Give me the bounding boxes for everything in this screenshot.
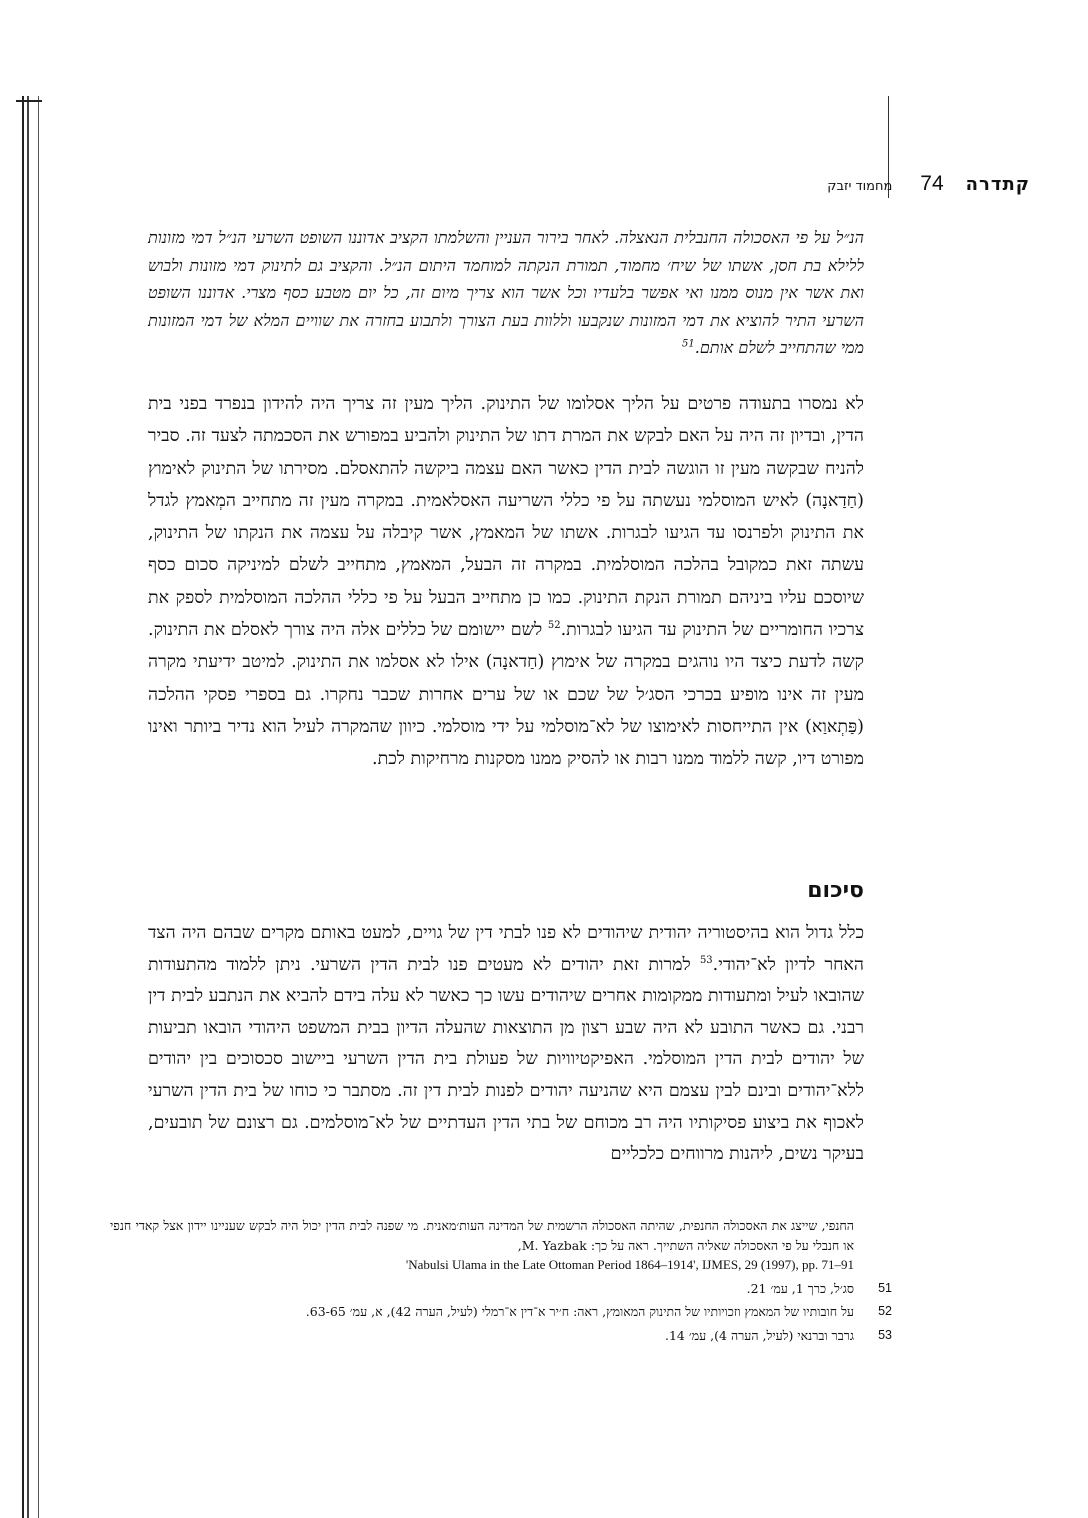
- paragraph-summary: [148, 918, 864, 1171]
- footnote-number: 53: [878, 1327, 892, 1342]
- footnote-ref-53: 53: [699, 954, 713, 966]
- quoted-document: [148, 224, 864, 362]
- paragraph-text: כלל גדול הוא בהיסטוריה יהודית שיהודים לא פנו לבתי דין של גויים, למעט באותם מקרים שבהם היה הצד האחר לדיון לא־יהודי.: [148, 923, 864, 975]
- footnote-continuation: החנפי, שייצג את האסכולה החנפית, שהיתה האסכולה הרשמית של המדינה העות׳מאנית. מי שפנה לבית הדין יכול היה לבקש שעניינו יידון אצל קאדי חנפי או חנבלי על פי האסכולה שאליה השתייך. ראה על כך: M. Yazbak,: [110, 1218, 854, 1253]
- journal-title: קתדרה: [965, 174, 1030, 195]
- footnotes: [110, 1216, 892, 1345]
- paragraph-text: למרות זאת יהודים לא מעטים פנו לבית הדין השרעי. ניתן ללמוד מהתעודות שהובאו לעיל ומתעודות ממקומות אחרים שיהודים עשו כך כאשר לא עלה בידם להביא את הנתבע לבית דין רבני. גם כאשר התובע לא היה שבע רצון מן התוצאות שהעלה הדיון בבית המשפט היהודי הובאו תביעות של יהודים לבית הדין המוסלמי. האפיקטיוויות של פעולת בית הדין השרעי ביישוב סכסוכים בין יהודים ללא־יהודים ובינם לבין עצמם היא שהניעה יהודים לפנות לבית דין זה. מסתבר כי כוחו של בית הדין השרעי לאכוף את ביצוע פסיקותיו היה רב מכוחם של בתי הדין העדתיים של לא־מוסלמים. גם רצונם של תובעים, בעיקר נשים, ליהנות מרווחים כלכליים: [148, 954, 864, 1165]
- footnote-text: סג׳ל, כרך 1, עמ׳ 21.: [746, 1280, 854, 1296]
- page-number: 74: [920, 172, 944, 195]
- paragraph-adoption: [148, 388, 864, 776]
- section-heading: סיכום: [807, 878, 864, 903]
- footnote-ref-51: 51: [682, 338, 695, 350]
- book-spine-edge: [22, 96, 39, 1518]
- footnote-text: גרבר וברנאי (לעיל, הערה 4), עמ׳ 14.: [664, 1327, 854, 1343]
- footnote-citation-english: 'Nabulsi Ulama in the Late Ottoman Period 1864–1914', IJMES, 29 (1997), pp. 71–91: [405, 1257, 854, 1272]
- footnote-item: [110, 1326, 892, 1346]
- footnote-item: [110, 1279, 892, 1299]
- footnote-text: על חובותיו של המאמץ וזכויותיו של התינוק המאומץ, ראה: ח׳יר א־דין א־רמלי (לעיל, הערה 42), א, עמ׳ 63-65.: [305, 1304, 854, 1319]
- footnote-number: 51: [878, 1280, 892, 1295]
- footnote-ref-52: 52: [547, 620, 561, 632]
- footnote-number: 52: [878, 1304, 892, 1318]
- running-header: [827, 172, 1030, 196]
- paragraph-text: לא נמסרו בתעודה פרטים על הליך אסלומו של התינוק. הליך מעין זה צריך היה להידון בנפרד בפני בית הדין, ובדיון זה היה על האם לבקש את המרת דתו של התינוק ולהביע במפורש את הסכמתה לצעד זה. סביר להניח שבקשה מעין זו הוגשה לבית הדין כאשר האם עצמה ביקשה להתאסלם. מסירתו של התינוק לאימוץ (חַדַאנָה) לאיש המוסלמי נעשתה על פי כללי השריעה האסלאמית. במקרה מעין זה מתחייב המְאמץ לגדל את התינוק ולפרנסו עד הגיעו לבגרות. אשתו של המאמץ, אשר קיבלה על עצמה את הנקתו של התינוק, עשתה זאת כמקובל בהלכה המוסלמית. במקרה זה הבעל, המאמץ, מתחייב לשלם למיניקה סכום כסף שיוסכם עליו ביניהם תמורת הנקת התינוק. כמו כן מתחייב הבעל על פי כללי ההלכה המוסלמית לספק את צרכיו החומריים של התינוק עד הגיעו לבגרות.: [148, 394, 864, 641]
- paragraph-text: לשם יישומם של כללים אלה היה צורך לאסלם את התינוק. קשה לדעת כיצד היו נוהגים במקרה של אימוץ (חַדאנָה) אילו לא אסלמו את התינוק. למיטב ידיעתי מקרה מעין זה אינו מופיע בכרכי הסג׳ל של שכם או של ערים אחרות שכבר נחקרו. גם בספרי פסקי ההלכה (פַּתְאוַא) אין התייחסות לאימוצו של לא־מוסלמי על ידי מוסלמי. כיוון שהמקרה לעיל הוא נדיר ביותר ואינו מפורט דיו, קשה ללמוד ממנו רבות או להסיק ממנו מסקנות מרחיקות לכת.: [148, 620, 864, 770]
- author-name: מחמוד יזבק: [827, 179, 893, 194]
- quote-text: הנ״ל על פי האסכולה החנבלית הנאצלה. לאחר בירור העניין והשלמתו הקציב אדוננו השופט השרעי הנ״ל דמי מזונות ללילא בת חסן, אשתו של שיח׳ מחמוד, תמורת הנקתה למוחמד היתום הנ״ל. והקציב גם לתינוק דמי מזונות ולבוש ואת אשר אין מנוס ממנו ואי אפשר בלעדיו וכל אשר הוא צריך מיום זה, כל יום מטבע כסף מצרי. אדוננו השופט השרעי התיר להוציא את דמי המזונות שנקבעו וללוות בעת הצורך ולתבוע בחזרה את שוויים המלא של דמי המזונות ממי שהתחייב לשלם אותם.: [148, 228, 864, 357]
- footnote-item: [110, 1302, 892, 1322]
